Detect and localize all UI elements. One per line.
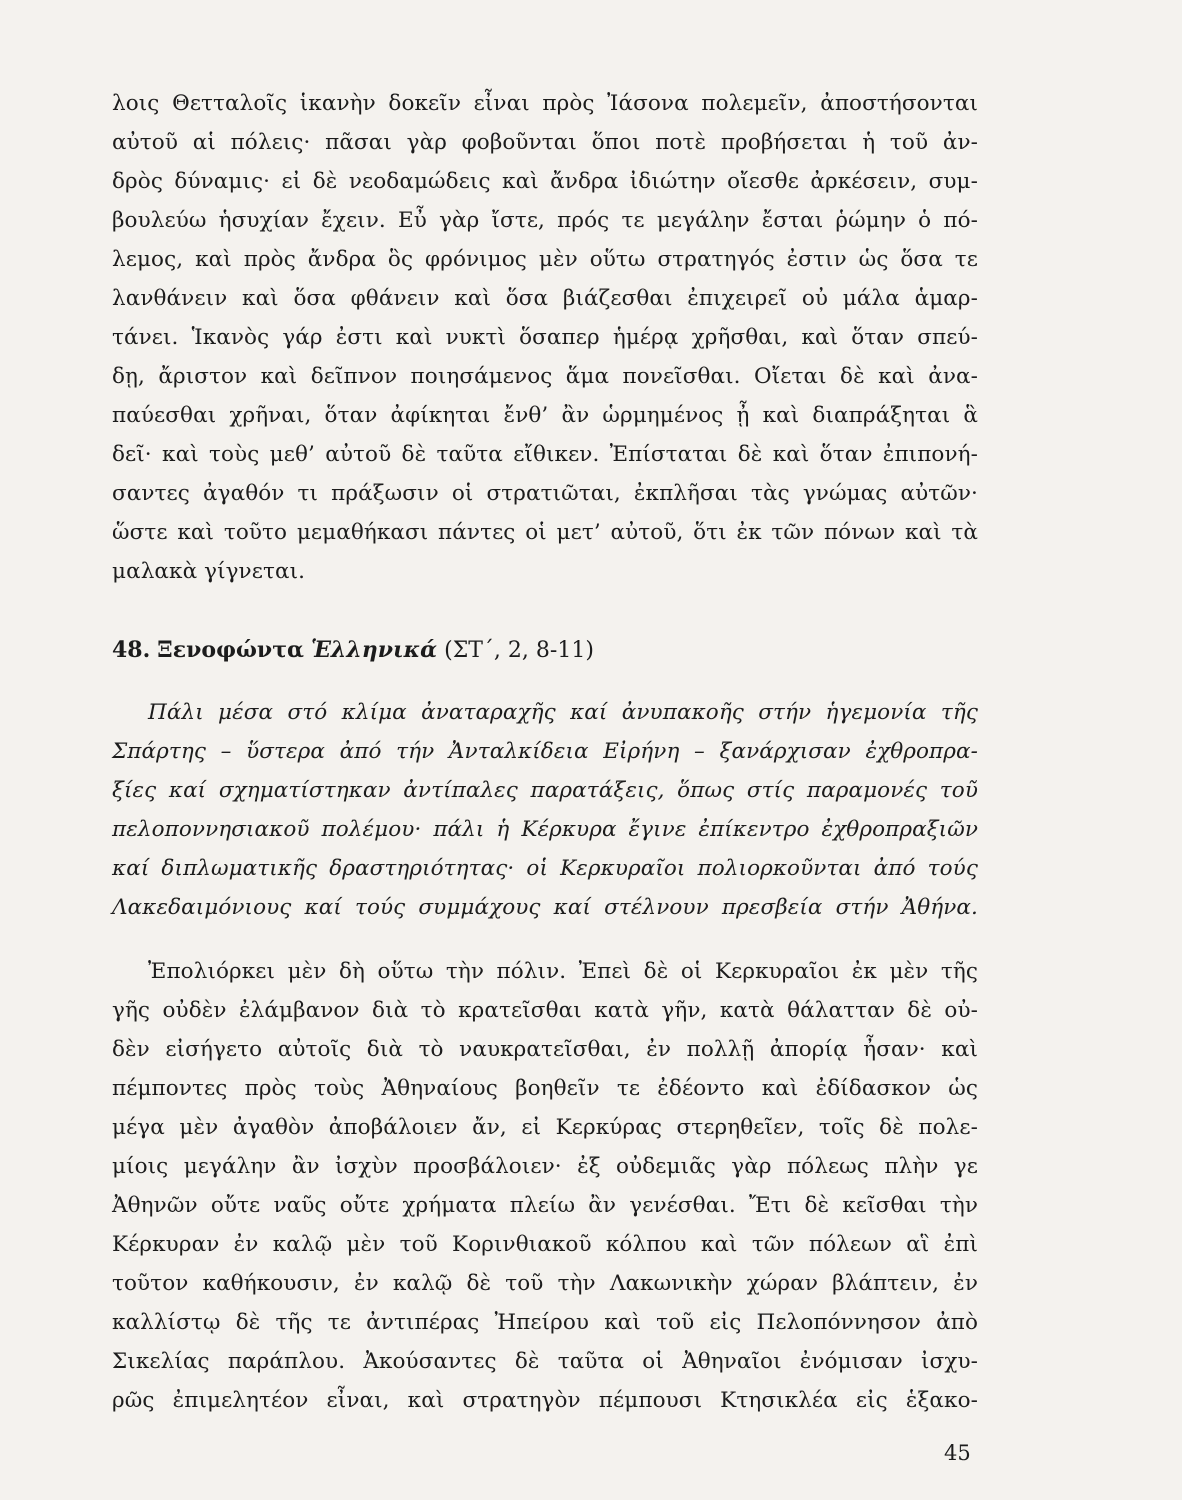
text-line: λοις Θετταλοῖς ἱκανὴν δοκεῖν εἶναι πρὸς Ἰάσονα πολεμεῖν, ἀποστήσονται (112, 91, 978, 116)
text-line: Πάλι μέσα στό κλίμα ἀναταραχῆς καί ἀνυπακοῆς στήν ἡγεμονία τῆς (148, 700, 978, 725)
text-line: τάνει. Ἱκανὸς γάρ ἐστι καὶ νυκτὶ ὅσαπερ ἡμέρᾳ χρῆσθαι, καὶ ὅταν σπεύ- (112, 325, 978, 350)
text-line: ρῶς ἐπιμελητέον εἶναι, καὶ στρατηγὸν πέμπουσι Κτησικλέα εἰς ἑξακο- (112, 1388, 978, 1413)
section-author: Ξενοφώντα (157, 637, 304, 663)
text-line: Ἀθηνῶν οὔτε ναῦς οὔτε χρήματα πλείω ἂν γενέσθαι. Ἔτι δὲ κεῖσθαι τὴν (112, 1193, 978, 1218)
section-work-title: Ἑλληνικά (310, 637, 438, 663)
text-line: λανθάνειν καὶ ὅσα φθάνειν καὶ ὅσα βιάζεσθαι ἐπιχειρεῖ οὐ μάλα ἁμαρ- (112, 286, 978, 311)
text-line: δῃ, ἄριστον καὶ δεῖπνον ποιησάμενος ἅμα πονεῖσθαι. Οἴεται δὲ καὶ ἀνα- (112, 364, 978, 389)
text-line: σαντες ἀγαθόν τι πράξωσιν οἱ στρατιῶται, ἐκπλῆσαι τὰς γνώμας αὐτῶν· (112, 481, 978, 506)
text-line: τοῦτον καθήκουσιν, ἐν καλῷ δὲ τοῦ τὴν Λακωνικὴν χώραν βλάπτειν, ἐν (112, 1271, 978, 1296)
section-reference: (ΣΤ΄, 2, 8-11) (444, 638, 594, 663)
text-line: καλλίστῳ δὲ τῆς τε ἀντιπέρας Ἠπείρου καὶ τοῦ εἰς Πελοπόννησον ἀπὸ (112, 1310, 978, 1335)
text-line: αὐτοῦ αἱ πόλεις· πᾶσαι γὰρ φοβοῦνται ὅποι ποτὲ προβήσεται ἡ τοῦ ἀν- (112, 130, 978, 155)
text-line: Κέρκυραν ἐν καλῷ μὲν τοῦ Κορινθιακοῦ κόλπου καὶ τῶν πόλεων αἳ ἐπὶ (112, 1232, 978, 1257)
text-line: ὥστε καὶ τοῦτο μεμαθήκασι πάντες οἱ μετ’ αὐτοῦ, ὅτι ἐκ τῶν πόνων καὶ τὰ (112, 520, 978, 545)
text-line: Σικελίας παράπλου. Ἀκούσαντες δὲ ταῦτα οἱ Ἀθηναῖοι ἐνόμισαν ἰσχυ- (112, 1349, 978, 1374)
text-line: λεμος, καὶ πρὸς ἄνδρα ὃς φρόνιμος μὲν οὕτω στρατηγός ἐστιν ὡς ὅσα τε (112, 247, 978, 272)
section-heading (112, 632, 594, 669)
text-line: μίοις μεγάλην ἂν ἰσχὺν προσβάλοιεν· ἐξ οὐδεμιᾶς γὰρ πόλεως πλὴν γε (112, 1154, 978, 1179)
text-line: Ἐπολιόρκει μὲν δὴ οὕτω τὴν πόλιν. Ἐπεὶ δὲ οἱ Κερκυραῖοι ἐκ μὲν τῆς (148, 959, 978, 984)
text-line: μαλακὰ γίγνεται. (112, 559, 306, 584)
text-line: δρὸς δύναμις· εἰ δὲ νεοδαμώδεις καὶ ἄνδρα ἰδιώτην οἴεσθε ἀρκέσειν, συμ- (112, 169, 978, 194)
page-number: 45 (944, 1441, 971, 1465)
text-line: παύεσθαι χρῆναι, ὅταν ἀφίκηται ἔνθ’ ἂν ὡρμημένος ᾖ καὶ διαπράξηται ἃ (112, 403, 978, 428)
text-line: ξίες καί σχηματίστηκαν ἀντίπαλες παρατάξεις, ὅπως στίς παραμονές τοῦ (112, 778, 978, 803)
text-line: Σπάρτης – ὕστερα ἀπό τήν Ἀνταλκίδεια Εἰρήνη – ξανάρχισαν ἐχθροπρα- (112, 739, 978, 764)
section-number: 48. (112, 637, 151, 663)
text-line: Λακεδαιμόνιους καί τούς συμμάχους καί στέλνουν πρεσβεία στήν Ἀθήνα. (112, 895, 978, 920)
text-line: δὲν εἰσήγετο αὐτοῖς διὰ τὸ ναυκρατεῖσθαι, ἐν πολλῇ ἀπορίᾳ ἦσαν· καὶ (112, 1037, 978, 1062)
text-line: βουλεύω ἡσυχίαν ἔχειν. Εὖ γὰρ ἴστε, πρός τε μεγάλην ἔσται ῥώμην ὁ πό- (112, 208, 978, 233)
text-line: πελοποννησιακοῦ πολέμου· πάλι ἡ Κέρκυρα ἔγινε ἐπίκεντρο ἐχθροπραξιῶν (112, 817, 978, 842)
text-line: μέγα μὲν ἀγαθὸν ἀποβάλοιεν ἄν, εἰ Κερκύρας στερηθεῖεν, τοῖς δὲ πολε- (112, 1115, 978, 1140)
passage-main (112, 952, 978, 1420)
text-line: πέμποντες πρὸς τοὺς Ἀθηναίους βοηθεῖν τε ἐδέοντο καὶ ἐδίδασκον ὡς (112, 1076, 978, 1101)
text-line: καί διπλωματικῆς δραστηριότητας· οἱ Κερκυραῖοι πολιορκοῦνται ἀπό τούς (112, 856, 978, 881)
text-line: γῆς οὐδὲν ἐλάμβανον διὰ τὸ κρατεῖσθαι κατὰ γῆν, κατὰ θάλατταν δὲ οὐ- (112, 998, 978, 1023)
passage-top (112, 84, 978, 591)
introduction (112, 693, 978, 927)
text-line: δεῖ· καὶ τοὺς μεθ’ αὐτοῦ δὲ ταῦτα εἴθικεν. Ἐπίσταται δὲ καὶ ὅταν ἐπιπονή- (112, 442, 978, 467)
